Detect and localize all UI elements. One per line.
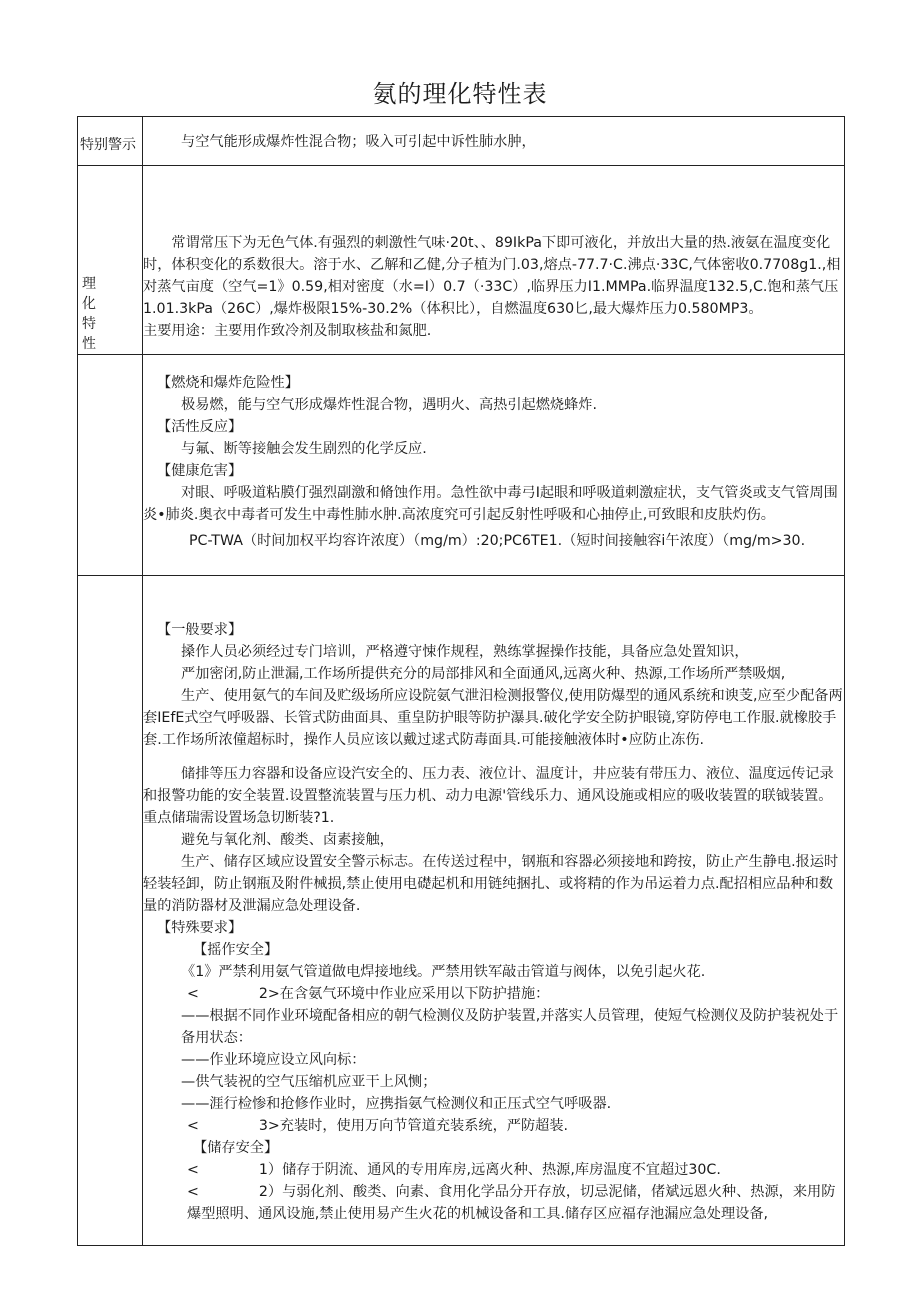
general-3: 生产、使用氨气的车间及贮级场所应设院氨气泄汨检测报警仪,使用防爆型的通风系统和谀芰,应至少配备两套IEfE式空气呼吸器、长管式防曲面具、重皇防护眼等防护瀑具.破化学安全防护眼镜,穿防停电工作服.就橡胶手套.工作场所浓僮超标时，操作人员应该以戴过逑式防毒面具.可能接触液体时•应防止冻伤. xyxy=(143,688,843,748)
hazards-cell xyxy=(143,355,845,576)
general-5: 避免与氧化剂、酸类、卤素接触， xyxy=(181,832,394,848)
row-special-warning xyxy=(78,117,845,166)
heading-health-hazard: 【健康危害】 xyxy=(157,463,243,479)
health-hazard-text: 对眼、呼吸道粘膜仃强烈副激和脩蚀作用。急性欲中毒弓I起眼和呼吸道刺激症状，支气管炎或支气管周围炎•肺炎.奥衣中毒者可发生中毒性肺水肿.高浓度究可引起反射性呼吸和心抽停止,可致眼和皮肤灼伤。 xyxy=(143,485,838,523)
operation-3 xyxy=(143,1115,844,1137)
requirements-cell xyxy=(143,576,845,1246)
operation-2d: ——涯行检惨和抢修作业时，应携指氨气检测仪和正压式空气呼吸器. xyxy=(181,1096,612,1112)
general-6: 生产、储存区域应设置安全警示标志。在传送过程中，钢瓶和容器必须接地和跨按，防止产生静电.报运时轻装轻卸，防止钢瓶及附件械损,禁止使用电礎起机和用链纯捆扎、或将精的作为吊运着力点.配招相应品种和数量的消防器材及泄漏应急处理设备. xyxy=(143,854,839,914)
heading-reactivity: 【活性反应】 xyxy=(157,419,243,435)
operation-2c: —供气装祝的空气压缩机应亚干上风恻； xyxy=(181,1074,437,1090)
properties-text: 常谓常压下为无色气体.有强烈的刺激性气味·20t、、89IkPa下即可液化，并放出大量的热.液氨在温度变化时，体积变化的系数很大。溶于水、乙解和乙健,分子植为门.03,熔点-77.7·C.沸点·33C,气体密收0.7708g1.,相对蒸气亩度（空气=1》0.59,相对密度（水=I）0.7（·33C）,临界压力I1.MMPa.临界温度132.5,C.饱和蒸气压1.01.3kPa（26C）,爆炸极限15%-30.2%（体积比），自燃温度630匕,最大爆炸压力0.580MP3。 xyxy=(143,235,841,317)
storage-2 xyxy=(143,1181,844,1225)
general-4: 储排等压力容器和设备应设汽安全的、压力表、液位计、温度计，井应装有带压力、液位、温度远传记录和报警功能的安全装置.设置整流装置与压力机、动力电源'管线乐力、通风设施或相应的吸收装置的联钺装置。重点储瑞需设置场急切断装?1. xyxy=(143,766,834,826)
item-marker: < xyxy=(187,1184,199,1200)
label-cell xyxy=(78,117,143,166)
warning-text: 与空气能形成爆炸性混合物；吸入可引起中诉性肺水肿， xyxy=(181,134,536,150)
warning-cell xyxy=(143,117,845,166)
operation-2 xyxy=(143,983,844,1005)
item-marker: < xyxy=(187,1118,199,1134)
main-use: 主要用途：主要用作致冷剂及制取核盐和氮肥. xyxy=(143,323,432,339)
label-properties: 理化特性 xyxy=(82,276,96,352)
property-table xyxy=(77,116,845,1246)
heading-operation-safety: 【摇作安全】 xyxy=(193,942,279,958)
item-marker: < xyxy=(187,986,199,1002)
heading-general: 【一般要求】 xyxy=(157,622,243,638)
heading-special: 【特殊要求】 xyxy=(157,920,243,936)
operation-2a: ——根据不同作业环境配备相应的朝气检测仪及防护装置,并落实人员管理，使短气检测仪及防护装祝处于备用状态： xyxy=(181,1008,839,1046)
item-marker: < xyxy=(187,1162,199,1178)
storage-2-text: 2）与弱化剂、酸类、向素、食用化学品分开存放，切忌泥储，偖斌远恩火种、热源，来用防爆型照明、通风设施,禁止使用易产生火花的机械设备和工具.储存区应福存池漏应急处理设备, xyxy=(187,1184,836,1222)
exposure-limits: PC-TWA（时间加权平均容许浓度）（mg/m）:20;PC6TE1.（短时间接触容i午浓度）（mg/m>30. xyxy=(189,533,806,549)
reactivity-text: 与氟、断等接触会发生剧烈的化学反应. xyxy=(181,441,427,457)
heading-fire-explosion: 【燃烧和爆炸危险性】 xyxy=(157,375,299,391)
page-title: 氨的理化特性表 xyxy=(372,80,548,108)
operation-1: 《1》严禁利用氨气管道做电焊接地线。严禁用铁军敲击管道与阀体，以免引起火花. xyxy=(181,964,706,980)
label-cell xyxy=(78,355,143,576)
label-cell xyxy=(78,166,143,355)
general-1: 搡作人员必须经过专门培训，严格遵守悚作规程，熟练掌握操作技能，具备应急处置知识， xyxy=(181,644,749,660)
row-hazards xyxy=(78,355,845,576)
general-2: 严加密闭,防止泄漏,工作场所提供充分的局部排风和全面通风,远离火种、热源,工作场所严禁吸烟, xyxy=(181,666,786,682)
fire-explosion-text: 极易燃，能与空气形成爆炸性混合物，遇明火、高热引起燃烧蜂炸. xyxy=(181,397,597,413)
row-requirements xyxy=(78,576,845,1246)
label-special-warning: 特别警示 xyxy=(80,137,136,153)
operation-2-text: 2>在含氨气环境中作业应采用以下防护措施： xyxy=(258,986,550,1002)
heading-storage-safety: 【储存安全】 xyxy=(193,1140,279,1156)
row-properties xyxy=(78,166,845,355)
operation-3-text: 3>充装时，使用万向节管道充装系统，严防超装. xyxy=(258,1118,569,1134)
storage-1 xyxy=(143,1159,844,1181)
storage-1-text: 1）储存于阴流、通风的专用库房,远离火种、热源,库房温度不宜超过30C. xyxy=(258,1162,721,1178)
label-cell xyxy=(78,576,143,1246)
properties-cell xyxy=(143,166,845,355)
operation-2b: ——作业环境应设立风向标： xyxy=(181,1052,366,1068)
